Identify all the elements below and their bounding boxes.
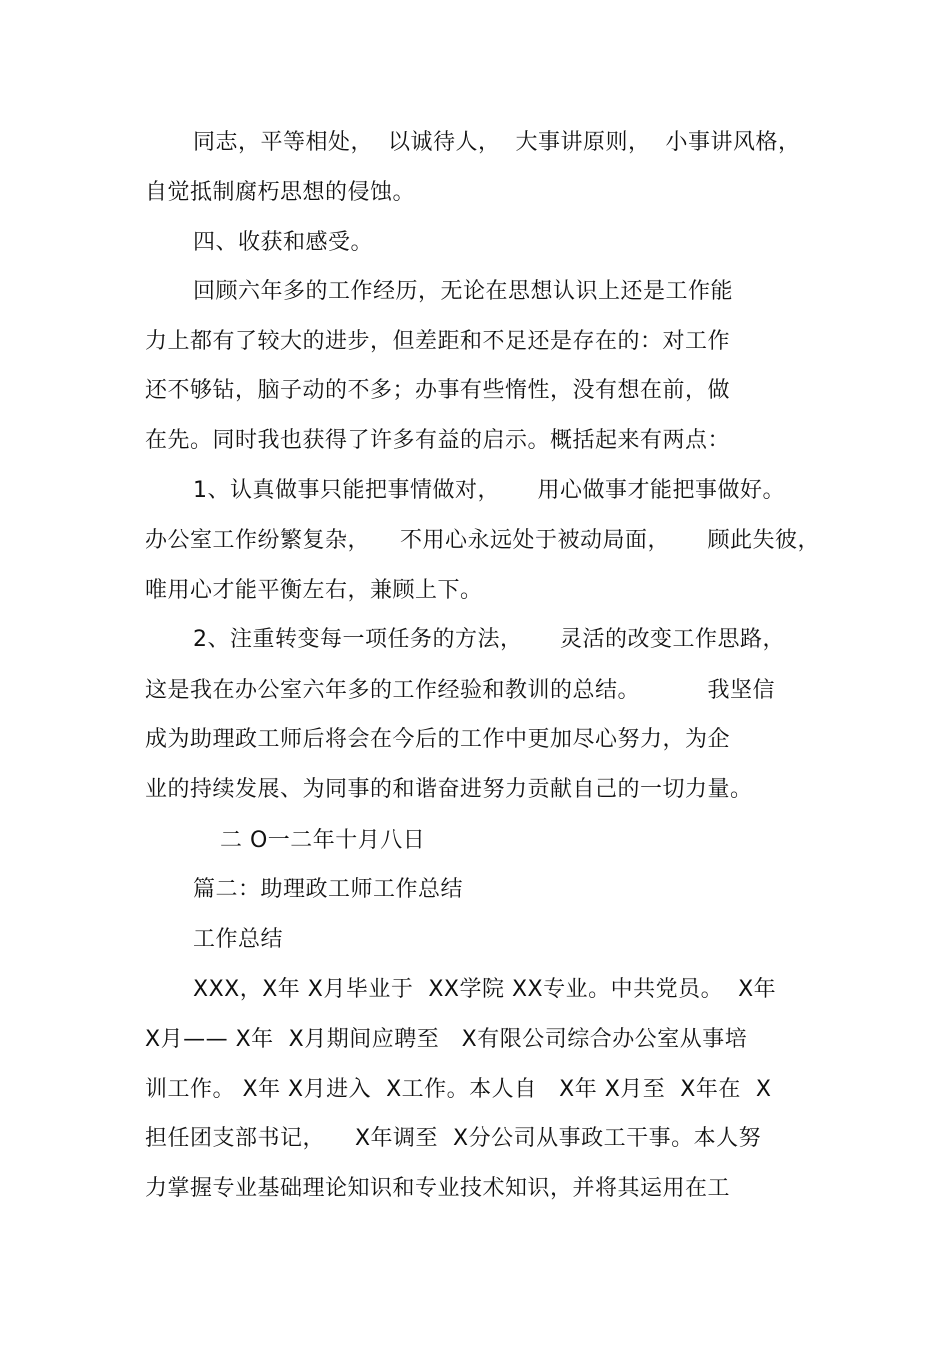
text-line: 2、注重转变每一项任务的方法， 灵活的改变工作思路，	[193, 627, 785, 652]
text-line: 还不够钻，脑子动的不多；办事有些惰性，没有想在前，做	[145, 378, 731, 403]
text-line: XXX，X年 X月毕业于 XX学院 XX专业。中共党员。 X年	[193, 977, 777, 1002]
text-line: 训工作。 X年 X月进入 X工作。本人自 X年 X月至 X年在 X	[145, 1077, 772, 1102]
text-line: 唯用心才能平衡左右，兼顾上下。	[145, 578, 483, 603]
text-line: 同志，平等相处， 以诚待人， 大事讲原则， 小事讲风格，	[193, 130, 801, 155]
section-title: 工作总结	[193, 927, 284, 952]
text-line: 力掌握专业基础理论知识和专业技术知识，并将其运用在工	[145, 1176, 731, 1201]
text-line: 在先。同时我也获得了许多有益的启示。概括起来有两点：	[145, 428, 731, 453]
text-line: 1、认真做事只能把事情做对， 用心做事才能把事做好。	[193, 478, 785, 503]
text-line: 力上都有了较大的进步，但差距和不足还是存在的：对工作	[145, 329, 731, 354]
section-heading: 四、收获和感受。	[193, 230, 374, 255]
text-line: 自觉抵制腐朽思想的侵蚀。	[145, 180, 416, 205]
text-line: 担任团支部书记， X年调至 X分公司从事政工干事。本人努	[145, 1126, 762, 1151]
date-line: 二 O一二年十月八日	[220, 828, 426, 853]
text-line: 办公室工作纷繁复杂， 不用心永远处于被动局面， 顾此失彼，	[145, 528, 820, 553]
text-line: 这是我在办公室六年多的工作经验和教训的总结。 我坚信	[145, 678, 775, 703]
text-line: 业的持续发展、为同事的和谐奋进努力贡献自己的一切力量。	[145, 777, 753, 802]
text-line: 成为助理政工师后将会在今后的工作中更加尽心努力，为企	[145, 727, 731, 752]
chapter-title: 篇二：助理政工师工作总结	[193, 877, 464, 902]
text-line: X月—— X年 X月期间应聘至 X有限公司综合办公室从事培	[145, 1027, 748, 1052]
text-line: 回顾六年多的工作经历，无论在思想认识上还是工作能	[193, 279, 734, 304]
